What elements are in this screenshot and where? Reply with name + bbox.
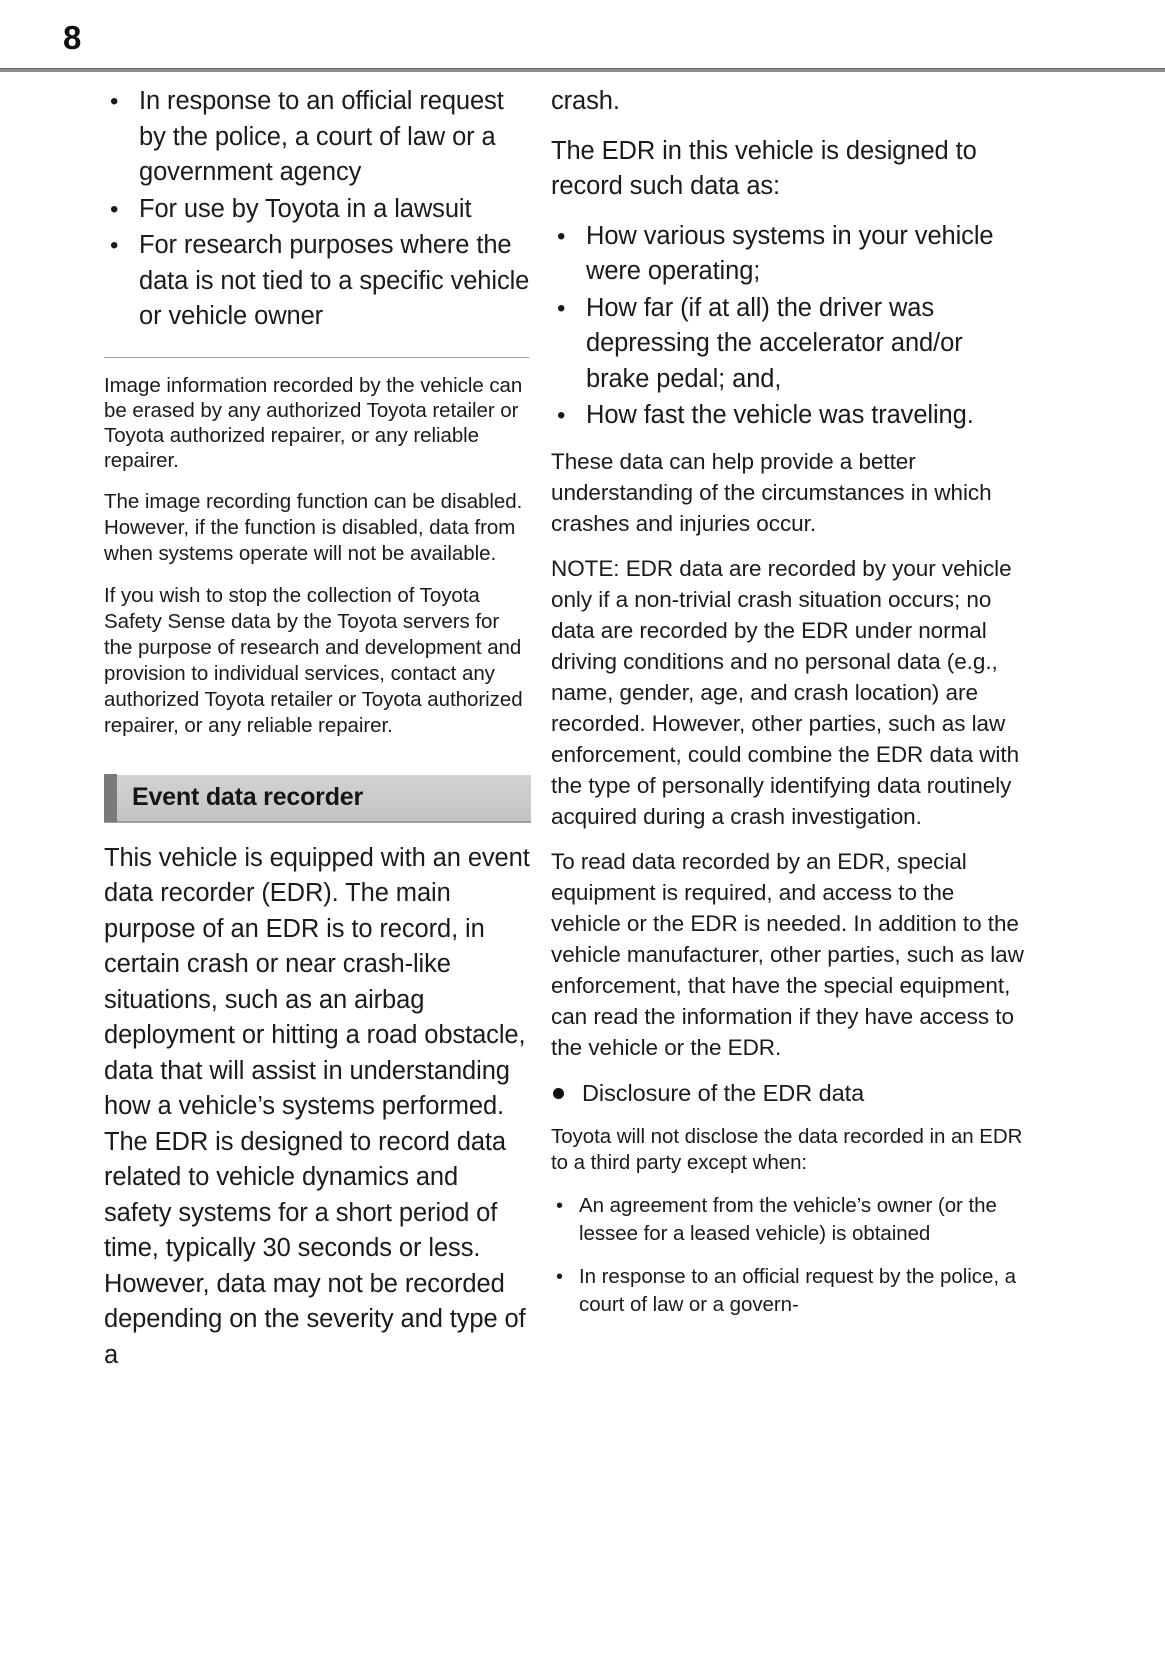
continuation-text: crash. xyxy=(551,87,620,115)
disclosure-heading xyxy=(551,1077,1025,1110)
page-number: 8 xyxy=(63,19,82,56)
dash-bullet-icon: • xyxy=(557,222,566,250)
left-top-bullet-list xyxy=(104,84,530,335)
dash-bullet-icon: • xyxy=(110,195,119,223)
notice-paragraph: If you wish to stop the collection of Toyota Safety Sense data by the Toyota servers for the purpose of research and development and provision to individual services, contact any authorized Toyota retailer or Toyota authorized repairer, or any reliable repairer. xyxy=(104,583,523,737)
notice-block xyxy=(104,373,530,739)
list-item xyxy=(551,291,1025,398)
list-item-text: In response to an official request by the police, a court of law or a government agency xyxy=(139,87,504,186)
list-item-text: How various systems in your vehicle were operating; xyxy=(586,221,994,285)
body-paragraph: NOTE: EDR data are recorded by your vehicle only if a non-trivial crash situation occurs; no data are recorded by the EDR under normal driving conditions and no personal data (e.g., name, gender, age, and crash location) are recorded. However, other parties, such as law enforcement, could combine the EDR data with the type of personally identifying data routinely acquired during a crash investigation. xyxy=(551,555,1020,829)
dash-bullet-icon: • xyxy=(556,1265,563,1288)
section-body-paragraph: This vehicle is equipped with an event data recorder (EDR). The main purpose of an EDR is to record, in certain crash or near crash-like situations, such as an airbag deployment or hitting a road obstacle, data that will assist in understanding how a vehicle’s systems performed. The EDR is designed to record data related to vehicle dynamics and safety systems for a short period of time, typically 30 seconds or less. However, data may not be recorded depending on the severity and type of a xyxy=(104,843,530,1369)
list-item xyxy=(551,1263,1025,1320)
section-heading-bar xyxy=(104,775,531,823)
intro-paragraph: The EDR in this vehicle is designed to record such data as: xyxy=(551,136,977,200)
section-accent-bar xyxy=(104,774,117,822)
list-item-text: How far (if at all) the driver was depressing the accelerator and/or brake pedal; and, xyxy=(586,293,963,393)
right-column xyxy=(540,84,1165,1321)
header-divider xyxy=(0,68,1165,72)
list-item xyxy=(104,192,530,228)
page-header xyxy=(0,0,1165,72)
list-item xyxy=(104,84,530,191)
section-heading-title: Event data recorder xyxy=(132,783,364,811)
disclosure-bullet-list xyxy=(551,1192,1025,1320)
list-item-text: An agreement from the vehicle’s owner (or the lessee for a leased vehicle) is obtained xyxy=(579,1193,997,1245)
dash-bullet-icon: • xyxy=(557,402,566,429)
list-item xyxy=(551,219,1025,290)
dash-bullet-icon: • xyxy=(110,88,119,115)
notice-paragraph: Image information recorded by the vehicle can be erased by any authorized Toyota retailer or Toyota authorized repairer, or any reliable repairer. xyxy=(104,373,523,472)
list-item xyxy=(551,398,1025,434)
dash-bullet-icon: • xyxy=(556,1194,563,1217)
body-paragraph: To read data recorded by an EDR, special equipment is required, and access to the vehicle or the EDR is needed. In addition to the vehicle manufacturer, other parties, such as law enforcement, that have the special equipment, can read the information if they have access to the vehicle or the EDR. xyxy=(551,848,1024,1060)
page-columns xyxy=(0,84,1165,1387)
list-item-text: How fast the vehicle was traveling. xyxy=(586,401,974,429)
list-item-text: For research purposes where the data is not tied to a specific vehicle or vehicle owner xyxy=(139,231,530,330)
dash-bullet-icon: • xyxy=(557,294,566,322)
list-item-text: For use by Toyota in a lawsuit xyxy=(139,194,472,223)
round-bullet-icon xyxy=(553,1088,564,1099)
list-item xyxy=(104,228,530,335)
recorded-data-bullet-list xyxy=(551,219,1025,434)
left-column xyxy=(0,84,540,1387)
list-item-text: In response to an official request by the police, a court of law or a govern- xyxy=(579,1264,1016,1316)
list-item xyxy=(551,1192,1025,1249)
dash-bullet-icon: • xyxy=(110,232,119,259)
disclosure-intro: Toyota will not disclose the data recorded in an EDR to a third party except when: xyxy=(551,1124,1023,1174)
disclosure-heading-text: Disclosure of the EDR data xyxy=(582,1079,865,1106)
notice-divider xyxy=(104,357,529,358)
notice-paragraph: The image recording function can be disabled. However, if the function is disabled, data from when systems operate will not be available. xyxy=(104,489,523,565)
body-paragraph: These data can help provide a better understanding of the circumstances in which crashes and injuries occur. xyxy=(551,448,992,536)
